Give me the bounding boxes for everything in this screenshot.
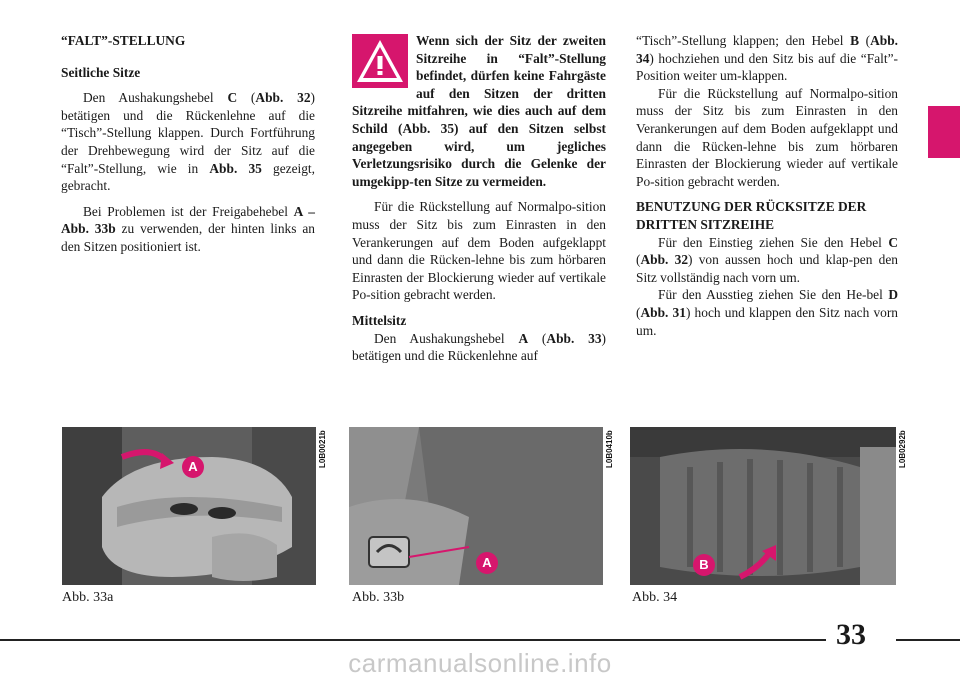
- footer-rule: [896, 639, 960, 641]
- figure-code: L0B0410b: [605, 430, 614, 468]
- paragraph: Den Aushakungshebel A (Abb. 33) betätigen und die Rückenlehne auf: [352, 330, 607, 364]
- paragraph: Für den Einstieg ziehen Sie den Hebel C (Abb. 32) von aussen hoch und klap-pen den Sitz vollständig nach vorn um.: [636, 234, 898, 285]
- figure-marker: A: [476, 552, 498, 574]
- column-3: [636, 32, 898, 339]
- warning-block: [352, 32, 606, 190]
- subsection-title: Seitliche Sitze: [61, 64, 141, 80]
- paragraph: Für den Ausstieg ziehen Sie den He-bel D (Abb. 31) hoch und klappen den Sitz nach vorn um.: [636, 287, 898, 338]
- figure-caption: Abb. 33b: [352, 590, 405, 605]
- paragraph: Für die Rückstellung auf Normalpo-sition muss der Sitz bis zum Einrasten in den Verankerungen auf dem Boden aufgeklappt und dann die Rücken-lehne bis zum hörbaren Einrasten der Blockierung wieder auf vertikale Po-sition gebracht werden.: [636, 85, 898, 189]
- section-title: “FALT”-STELLUNG: [61, 33, 186, 48]
- page-number: 33: [836, 618, 866, 651]
- watermark: carmanualsonline.info: [348, 648, 612, 678]
- figure-photo: [62, 427, 316, 585]
- column-1: [61, 32, 315, 256]
- footer-rule: [0, 639, 826, 641]
- subsection-title: Mittelsitz: [352, 312, 407, 328]
- warning-icon: [352, 34, 408, 88]
- section-heading: BENUTZUNG DER RÜCKSITZE DER DRITTEN SITZREIHE: [636, 199, 867, 232]
- figure-code: L0B0292b: [898, 430, 907, 468]
- column-2: [352, 32, 606, 365]
- figure-marker: A: [182, 456, 204, 478]
- chapter-tab: [928, 106, 960, 158]
- warning-text: Wenn sich der Sitz der zweiten Sitzreihe in “Falt”-Stellung befindet, dürfen keine Fahrgäste auf den Sitzen der dritten Sitzreihe mitfahren, wie dies auch auf dem Schild (Abb. 35) auf den Sitzen selbst angegeben wird, um jegliches Verletzungsrisiko durch die Gelenke der umgekipp-ten Sitze zu vermeiden.: [352, 33, 606, 189]
- figure-caption: Abb. 34: [632, 590, 678, 605]
- figure-photo: [630, 427, 896, 585]
- paragraph: Bei Problemen ist der Freigabehebel A – Abb. 33b zu verwenden, der hinten links an den Sitzen positioniert ist.: [61, 203, 315, 254]
- figure-code: L0B0021b: [318, 430, 327, 468]
- figure-marker: B: [693, 554, 715, 576]
- paragraph: “Tisch”-Stellung klappen; den Hebel B (Abb. 34) hochziehen und den Sitz bis auf die “Falt”-Position weiter um-klappen.: [636, 33, 898, 84]
- paragraph: Für die Rückstellung auf Normalpo-sition muss der Sitz bis zum Einrasten in den Verankerungen auf dem Boden aufgeklappt und dann die Rücken-lehne bis zum hörbaren Einrasten der Blockierung wieder auf vertikale Po-sition gebracht werden.: [352, 199, 606, 303]
- figure-caption: Abb. 33a: [62, 590, 114, 605]
- paragraph: Den Aushakungshebel C (Abb. 32) betätigen und die Rückenlehne auf die “Tisch”-Stellung klappen. Durch Fortführung der Drehbewegung wird der Sitz auf die “Falt”-Stellung, wie in Abb. 35 gezeigt, gebracht.: [61, 90, 316, 194]
